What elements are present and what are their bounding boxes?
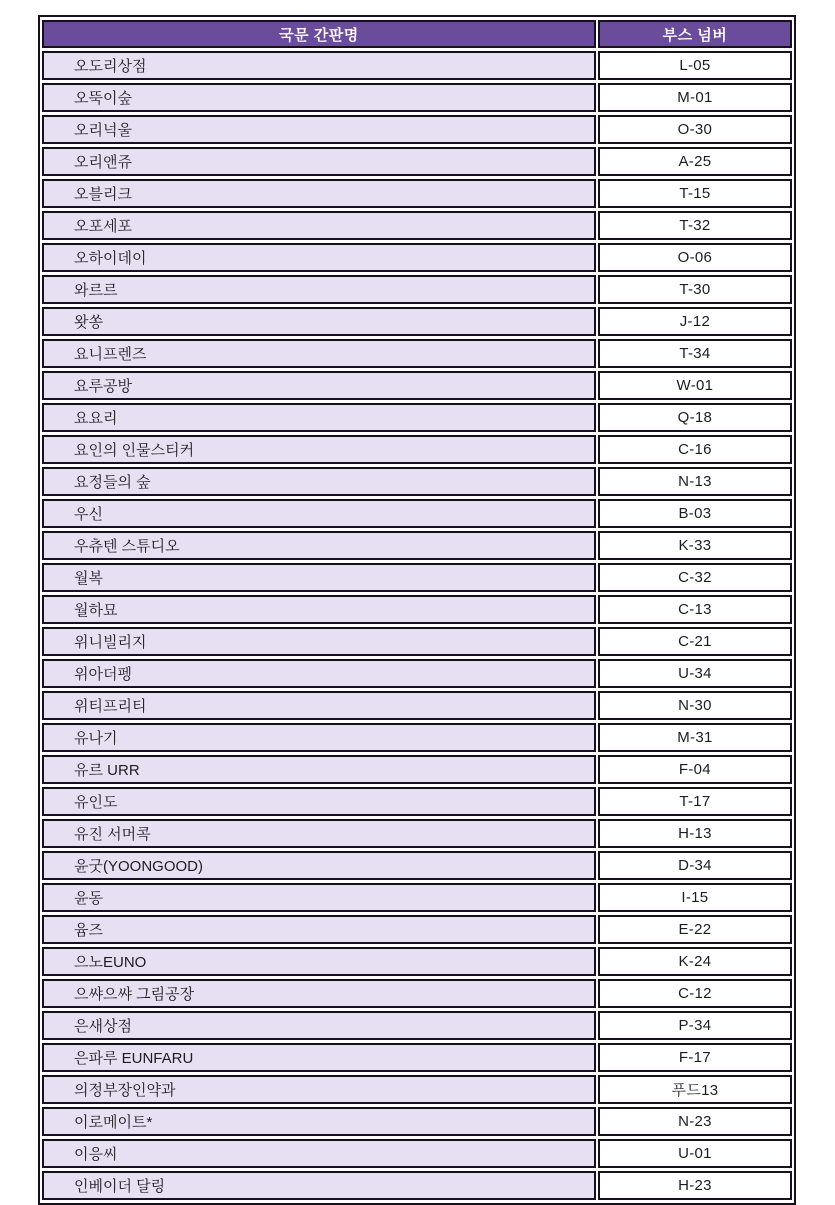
table-row: [42, 499, 792, 528]
booth-number-cell: U-01: [598, 1139, 792, 1168]
signboard-name-cell: 월복: [42, 563, 596, 592]
booth-number-cell: O-30: [598, 115, 792, 144]
booth-number-cell: A-25: [598, 147, 792, 176]
table-row: [42, 819, 792, 848]
booth-number-cell: E-22: [598, 915, 792, 944]
booth-number-cell: C-32: [598, 563, 792, 592]
booth-number-cell: I-15: [598, 883, 792, 912]
table-row: [42, 595, 792, 624]
booth-number-cell: T-15: [598, 179, 792, 208]
signboard-name-cell: 월하묘: [42, 595, 596, 624]
signboard-name-cell: 오포세포: [42, 211, 596, 240]
table-row: [42, 1171, 792, 1200]
signboard-name-cell: 유인도: [42, 787, 596, 816]
booth-number-cell: B-03: [598, 499, 792, 528]
table-row: [42, 307, 792, 336]
signboard-name-cell: 오도리상점: [42, 51, 596, 80]
signboard-name-cell: 으쌰으쌰 그림공장: [42, 979, 596, 1008]
booth-number-cell: C-13: [598, 595, 792, 624]
table-row: [42, 83, 792, 112]
booth-number-cell: F-04: [598, 755, 792, 784]
table-row: [42, 115, 792, 144]
signboard-name-cell: 와르르: [42, 275, 596, 304]
signboard-name-cell: 오하이데이: [42, 243, 596, 272]
table-row: [42, 371, 792, 400]
table-row: [42, 947, 792, 976]
signboard-name-cell: 오뚝이숲: [42, 83, 596, 112]
booth-number-table: [38, 15, 796, 1205]
booth-number-cell: 푸드13: [598, 1075, 792, 1104]
booth-number-cell: N-23: [598, 1107, 792, 1136]
table-row: [42, 723, 792, 752]
booth-number-cell: N-30: [598, 691, 792, 720]
booth-number-cell: D-34: [598, 851, 792, 880]
booth-number-cell: N-13: [598, 467, 792, 496]
table-row: [42, 211, 792, 240]
table-row: [42, 435, 792, 464]
booth-number-cell: M-31: [598, 723, 792, 752]
booth-number-cell: C-12: [598, 979, 792, 1008]
table-row: [42, 403, 792, 432]
signboard-name-cell: 은파루 EUNFARU: [42, 1043, 596, 1072]
booth-number-cell: O-06: [598, 243, 792, 272]
table-row: [42, 1043, 792, 1072]
booth-number-cell: P-34: [598, 1011, 792, 1040]
table-row: [42, 1011, 792, 1040]
booth-number-cell: H-23: [598, 1171, 792, 1200]
signboard-name-cell: 우츄텐 스튜디오: [42, 531, 596, 560]
booth-number-cell: K-24: [598, 947, 792, 976]
booth-number-cell: J-12: [598, 307, 792, 336]
table-row: [42, 915, 792, 944]
table-row: [42, 243, 792, 272]
signboard-name-cell: 위티프리티: [42, 691, 596, 720]
signboard-name-cell: 이로메이트*: [42, 1107, 596, 1136]
column-header-korean-signboard-name: 국문 간판명: [42, 20, 596, 48]
booth-number-cell: K-33: [598, 531, 792, 560]
table-row: [42, 51, 792, 80]
signboard-name-cell: 우신: [42, 499, 596, 528]
column-header-booth-number: 부스 넘버: [598, 20, 792, 48]
booth-number-cell: T-32: [598, 211, 792, 240]
table-row: [42, 563, 792, 592]
booth-number-cell: W-01: [598, 371, 792, 400]
table-row: [42, 1075, 792, 1104]
signboard-name-cell: 으노EUNO: [42, 947, 596, 976]
booth-number-cell: C-16: [598, 435, 792, 464]
signboard-name-cell: 오리앤쥬: [42, 147, 596, 176]
signboard-name-cell: 유나기: [42, 723, 596, 752]
table-row: [42, 627, 792, 656]
signboard-name-cell: 오리넉울: [42, 115, 596, 144]
signboard-name-cell: 요정들의 숲: [42, 467, 596, 496]
table-row: [42, 339, 792, 368]
table-row: [42, 787, 792, 816]
table-row: [42, 659, 792, 688]
signboard-name-cell: 왓쏭: [42, 307, 596, 336]
booth-number-cell: T-30: [598, 275, 792, 304]
table-row: [42, 531, 792, 560]
signboard-name-cell: 유진 서머콕: [42, 819, 596, 848]
booth-number-cell: Q-18: [598, 403, 792, 432]
booth-number-cell: C-21: [598, 627, 792, 656]
signboard-name-cell: 윤굿(YOONGOOD): [42, 851, 596, 880]
booth-number-cell: U-34: [598, 659, 792, 688]
signboard-name-cell: 은새상점: [42, 1011, 596, 1040]
table-row: [42, 851, 792, 880]
table-row: [42, 1139, 792, 1168]
booth-number-cell: M-01: [598, 83, 792, 112]
signboard-name-cell: 위아더펭: [42, 659, 596, 688]
signboard-name-cell: 이응씨: [42, 1139, 596, 1168]
table-row: [42, 467, 792, 496]
signboard-name-cell: 윰즈: [42, 915, 596, 944]
signboard-name-cell: 인베이더 달링: [42, 1171, 596, 1200]
table-row: [42, 275, 792, 304]
table-row: [42, 979, 792, 1008]
signboard-name-cell: 요인의 인물스티커: [42, 435, 596, 464]
table-row: [42, 1107, 792, 1136]
signboard-name-cell: 위니빌리지: [42, 627, 596, 656]
booth-number-cell: H-13: [598, 819, 792, 848]
table-row: [42, 883, 792, 912]
booth-number-cell: L-05: [598, 51, 792, 80]
signboard-name-cell: 윤동: [42, 883, 596, 912]
booth-table: [38, 15, 796, 1205]
header-row: [42, 20, 792, 48]
signboard-name-cell: 요니프렌즈: [42, 339, 596, 368]
signboard-name-cell: 오블리크: [42, 179, 596, 208]
table-row: [42, 691, 792, 720]
booth-number-cell: T-17: [598, 787, 792, 816]
table-row: [42, 147, 792, 176]
signboard-name-cell: 유르 URR: [42, 755, 596, 784]
signboard-name-cell: 요루공방: [42, 371, 596, 400]
booth-number-cell: F-17: [598, 1043, 792, 1072]
signboard-name-cell: 의정부장인약과: [42, 1075, 596, 1104]
table-row: [42, 179, 792, 208]
signboard-name-cell: 요요리: [42, 403, 596, 432]
table-row: [42, 755, 792, 784]
table-body: [42, 51, 792, 1200]
booth-number-cell: T-34: [598, 339, 792, 368]
